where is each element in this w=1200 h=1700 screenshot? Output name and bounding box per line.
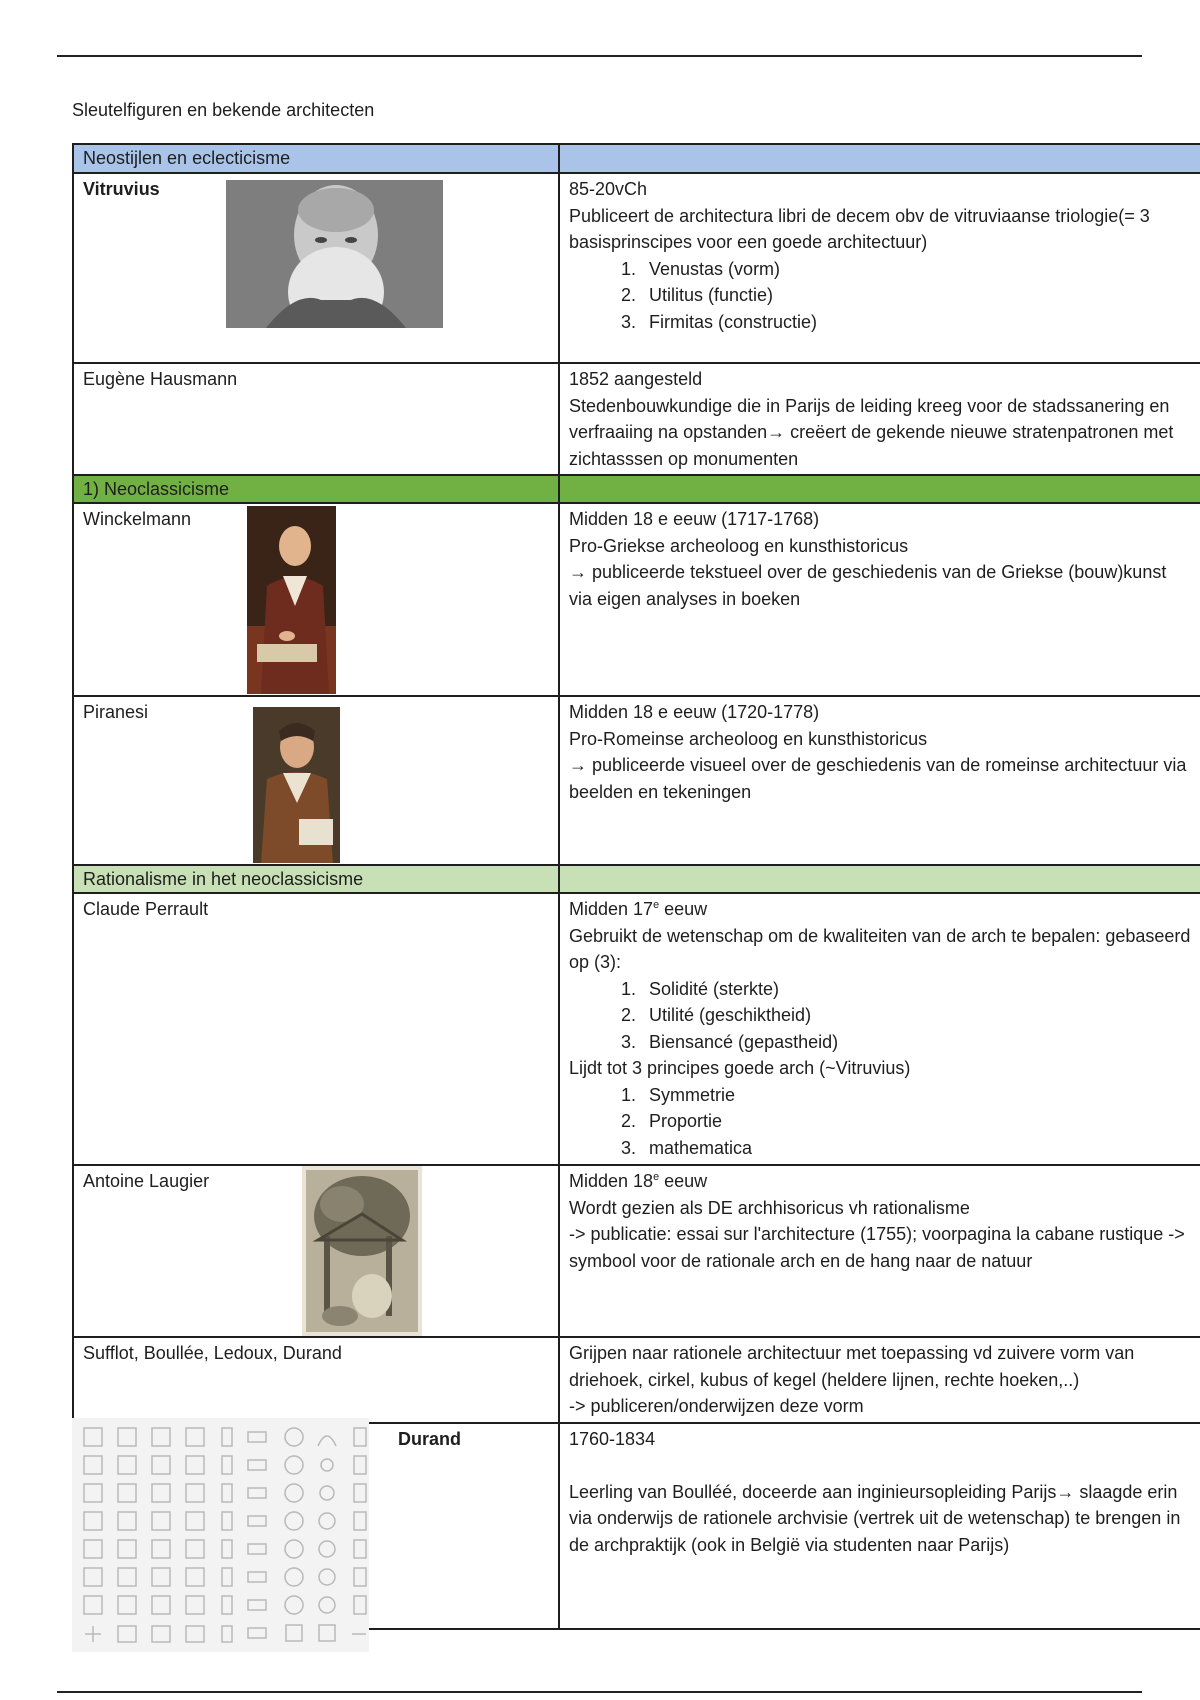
principles-list: [569, 256, 1191, 336]
architect-name: Claude Perrault: [83, 899, 209, 919]
description-text: -> publicatie: essai sur l'architecture (1755); voorpagina la cabane rustique -> symbool voor de rationale arch en de hang naar de natuur: [569, 1224, 1185, 1271]
architect-name: Winckelmann: [83, 509, 192, 529]
description-text: creëert de gekende nieuwe stratenpatronen met zichtasssen op monumenten: [569, 422, 1174, 469]
table-row-laugier: [73, 1165, 1200, 1337]
description-text: publiceerde tekstueel over de geschiedenis van de Griekse (bouw)kunst via eigen analyses in boeken: [569, 562, 1167, 609]
floorplan-grid-plate-icon: [72, 1418, 369, 1652]
table-row-sufflot: [73, 1337, 1200, 1423]
description-text: slaagde erin via onderwijs de rationele archvisie (vertrek uit de wetenschap) te brengen in de archpraktijk (ook in België via studenten naar Parijs): [569, 1481, 1181, 1555]
list-item: 1. Solidité (sterkte): [641, 976, 1191, 1003]
section-title: 1) Neoclassicisme: [73, 475, 559, 503]
date-text: 85-20vCh: [569, 179, 648, 199]
table-row-hausmann: [73, 363, 1200, 475]
description-text: -> publiceren/onderwijzen deze vorm: [569, 1396, 864, 1416]
section-header-rationalisme: [73, 865, 1200, 893]
description-text: Stedenbouwkundige die in Parijs de leiding kreeg voor de stadssanering en verfraaiing na opstanden: [569, 395, 1170, 442]
arrow-icon: →: [1056, 1481, 1075, 1502]
description-text: Pro-Romeinse archeoloog en kunsthistoricus: [569, 728, 928, 749]
description-text: Leerling van Boulléé, doceerde aan inginieursopleiding Parijs: [569, 1481, 1057, 1502]
description-text: publiceerde visueel over de geschiedenis van de romeinse architectuur via beelden en tekeningen: [569, 755, 1187, 802]
arrow-icon: →: [569, 562, 587, 582]
description-text: Grijpen naar rationele architectuur met toepassing vd zuivere vorm van driehoek, cirkel, kubus of kegel (heldere lijnen, rechte hoeken,..): [569, 1343, 1135, 1390]
principles-list: [569, 1082, 1191, 1162]
description-text: Gebruikt de wetenschap om de kwaliteiten van de arch te bepalen: gebaseerd op (3):: [569, 925, 1191, 972]
table-row-vitruvius: [73, 173, 1200, 363]
description-text: Wordt gezien als DE archhisoricus vh rationalisme: [569, 1197, 970, 1218]
architect-name: Piranesi: [83, 702, 149, 722]
vitruvius-portrait-icon: [226, 180, 443, 328]
architect-name: Vitruvius: [83, 179, 160, 199]
list-item: 2. Utilitus (functie): [641, 282, 1191, 309]
description-text: Pro-Griekse archeoloog en kunsthistoricus: [569, 535, 909, 556]
section-title: Rationalisme in het neoclassicisme: [73, 865, 559, 893]
section-header-neostijlen: [73, 144, 1200, 173]
bottom-rule: [57, 1691, 1142, 1693]
arrow-icon: →: [767, 422, 786, 442]
date-text: Midden 18 e eeuw (1720-1778): [569, 702, 820, 722]
description-text: Lijdt tot 3 principes goede arch (~Vitruvius): [569, 1058, 911, 1078]
architect-name: Sufflot, Boullée, Ledoux, Durand: [83, 1343, 342, 1363]
list-item: 3. mathematica: [641, 1135, 1191, 1162]
list-item: 2. Proportie: [641, 1108, 1191, 1135]
document-title: Sleutelfiguren en bekende architecten: [72, 100, 375, 120]
table-row-perrault: [73, 893, 1200, 1165]
list-item: 1. Venustas (vorm): [641, 256, 1191, 283]
list-item: 2. Utilité (geschiktheid): [641, 1002, 1191, 1029]
list-item: 1. Symmetrie: [641, 1082, 1191, 1109]
date-text: Midden 18e eeuw: [569, 1171, 708, 1191]
table-row-winckelmann: [73, 503, 1200, 696]
architect-name: Antoine Laugier: [83, 1171, 210, 1191]
date-text: Midden 18 e eeuw (1717-1768): [569, 509, 820, 529]
section-header-neoclassicisme: [73, 475, 1200, 503]
qualities-list: [569, 976, 1191, 1056]
table-row-piranesi: [73, 696, 1200, 865]
winckelmann-portrait-icon: [247, 506, 336, 694]
cabane-rustique-icon: [302, 1166, 422, 1336]
date-text: 1852 aangesteld: [569, 369, 703, 389]
list-item: 3. Firmitas (constructie): [641, 309, 1191, 336]
arrow-icon: →: [569, 755, 587, 775]
piranesi-portrait-icon: [253, 707, 340, 863]
list-item: 3. Biensancé (gepastheid): [641, 1029, 1191, 1056]
date-text: 1760-1834: [569, 1428, 656, 1449]
section-title: Neostijlen en eclecticisme: [73, 144, 559, 173]
date-text: Midden 17e eeuw: [569, 899, 708, 919]
description-text: Publiceert de architectura libri de decem obv de vitruviaanse triologie(= 3 basisprinscipes voor een goede architectuur): [569, 205, 1150, 252]
architect-name: Eugène Hausmann: [83, 369, 238, 389]
architect-name: Durand: [398, 1428, 461, 1449]
top-rule: [57, 55, 1142, 57]
architects-table: [72, 143, 1200, 1630]
